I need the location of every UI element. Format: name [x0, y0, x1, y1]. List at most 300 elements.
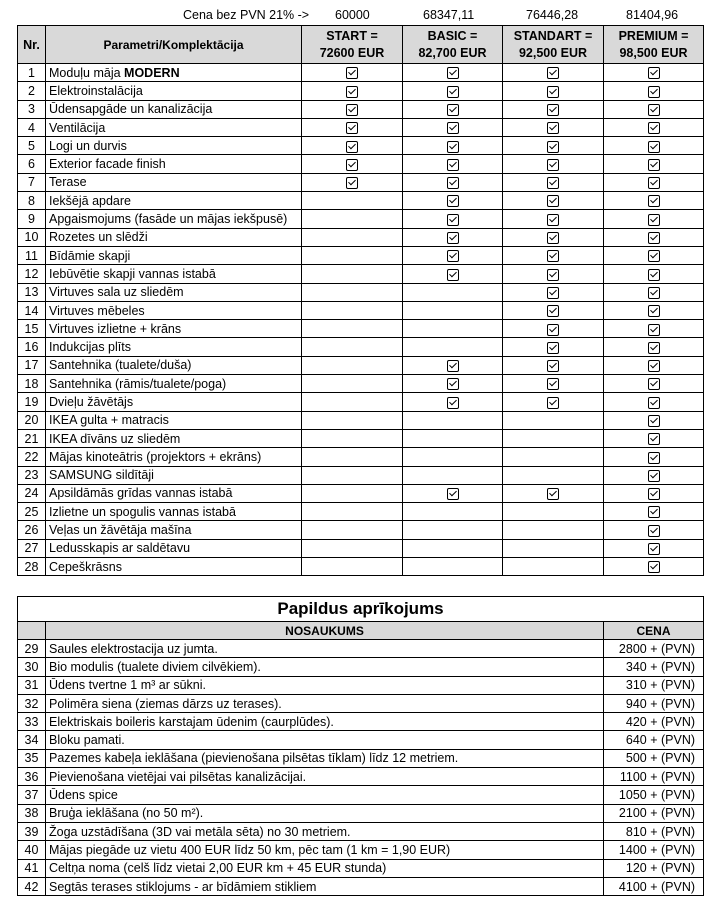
checkbox-checked-icon	[648, 470, 660, 482]
parameter-name: Apsildāmās grīdas vannas istabā	[46, 484, 302, 502]
checkbox-checked-icon	[648, 488, 660, 500]
check-cell-premium	[604, 393, 704, 411]
check-cell-basic	[403, 411, 503, 429]
parameter-name: Mājas kinoteātris (projektors + ekrāns)	[46, 448, 302, 466]
config-row	[18, 283, 704, 301]
addon-row	[18, 841, 704, 859]
config-row	[18, 539, 704, 557]
addon-price: 420 + (PVN)	[604, 713, 704, 731]
check-cell-premium	[604, 155, 704, 173]
addon-name: Bio modulis (tualete diviem cilvēkiem).	[46, 658, 604, 676]
addon-row	[18, 877, 704, 895]
addon-row	[18, 713, 704, 731]
addon-header-price: CENA	[604, 622, 704, 640]
parameter-name: Logi un durvis	[46, 137, 302, 155]
parameter-name: Cepeškrāsns	[46, 558, 302, 576]
header-nr: Nr.	[18, 26, 46, 64]
check-cell-start	[302, 448, 403, 466]
config-row	[18, 137, 704, 155]
check-cell-premium	[604, 64, 704, 82]
parameter-name: Ledusskapis ar saldētavu	[46, 539, 302, 557]
check-cell-basic	[403, 155, 503, 173]
row-number: 37	[18, 786, 46, 804]
config-row	[18, 173, 704, 191]
checkbox-checked-icon	[648, 250, 660, 262]
checkbox-checked-icon	[648, 177, 660, 189]
config-row	[18, 375, 704, 393]
check-cell-basic	[403, 466, 503, 484]
row-number: 32	[18, 694, 46, 712]
check-cell-premium	[604, 320, 704, 338]
parameter-name: Santehnika (rāmis/tualete/poga)	[46, 375, 302, 393]
row-number: 11	[18, 246, 46, 264]
check-cell-basic	[403, 265, 503, 283]
check-cell-standart	[503, 484, 604, 502]
check-cell-standart	[503, 393, 604, 411]
addon-price: 1100 + (PVN)	[604, 768, 704, 786]
config-row	[18, 448, 704, 466]
checkbox-checked-icon	[547, 104, 559, 116]
checkbox-checked-icon	[648, 525, 660, 537]
row-number: 7	[18, 173, 46, 191]
check-cell-start	[302, 521, 403, 539]
check-cell-premium	[604, 100, 704, 118]
checkbox-checked-icon	[648, 397, 660, 409]
parameter-name: Iekšējā apdare	[46, 192, 302, 210]
check-cell-standart	[503, 155, 604, 173]
row-number: 9	[18, 210, 46, 228]
header-tier-start: START = 72600 EUR	[302, 26, 403, 64]
checkbox-checked-icon	[346, 159, 358, 171]
checkbox-checked-icon	[346, 104, 358, 116]
check-cell-premium	[604, 411, 704, 429]
checkbox-checked-icon	[547, 122, 559, 134]
check-cell-start	[302, 192, 403, 210]
addon-row	[18, 859, 704, 877]
parameter-name: IKEA gulta + matracis	[46, 411, 302, 429]
check-cell-standart	[503, 137, 604, 155]
parameter-name: Veļas un žāvētāja mašīna	[46, 521, 302, 539]
checkbox-checked-icon	[648, 305, 660, 317]
addon-header-name: NOSAUKUMS	[46, 622, 604, 640]
checkbox-checked-icon	[346, 141, 358, 153]
addon-header-nr	[18, 622, 46, 640]
config-row	[18, 429, 704, 447]
addon-name: Polimēra siena (ziemas dārzs uz terases).	[46, 694, 604, 712]
addon-name: Ūdens tvertne 1 m³ ar sūkni.	[46, 676, 604, 694]
checkbox-checked-icon	[648, 561, 660, 573]
row-number: 10	[18, 228, 46, 246]
row-number: 16	[18, 338, 46, 356]
checkbox-checked-icon	[648, 360, 660, 372]
check-cell-basic	[403, 118, 503, 136]
check-cell-start	[302, 429, 403, 447]
parameter-name: Indukcijas plīts	[46, 338, 302, 356]
checkbox-checked-icon	[648, 104, 660, 116]
checkbox-checked-icon	[648, 415, 660, 427]
config-row	[18, 64, 704, 82]
checkbox-checked-icon	[547, 360, 559, 372]
checkbox-checked-icon	[648, 141, 660, 153]
parameter-name: Ventilācija	[46, 118, 302, 136]
row-number: 41	[18, 859, 46, 877]
check-cell-standart	[503, 118, 604, 136]
row-number: 3	[18, 100, 46, 118]
check-cell-premium	[604, 558, 704, 576]
check-cell-premium	[604, 246, 704, 264]
config-row	[18, 118, 704, 136]
checkbox-checked-icon	[447, 177, 459, 189]
config-row	[18, 155, 704, 173]
check-cell-basic	[403, 503, 503, 521]
row-number: 14	[18, 301, 46, 319]
addon-price: 310 + (PVN)	[604, 676, 704, 694]
addon-table	[17, 596, 704, 896]
check-cell-start	[302, 137, 403, 155]
row-number: 4	[18, 118, 46, 136]
check-cell-standart	[503, 338, 604, 356]
check-cell-basic	[403, 429, 503, 447]
checkbox-checked-icon	[648, 86, 660, 98]
checkbox-checked-icon	[447, 488, 459, 500]
checkbox-checked-icon	[547, 287, 559, 299]
addon-name: Mājas piegāde uz vietu 400 EUR līdz 50 km, pēc tam (1 km = 1,90 EUR)	[46, 841, 604, 859]
checkbox-checked-icon	[447, 397, 459, 409]
row-number: 2	[18, 82, 46, 100]
addon-price: 340 + (PVN)	[604, 658, 704, 676]
row-number: 1	[18, 64, 46, 82]
row-number: 40	[18, 841, 46, 859]
checkbox-checked-icon	[547, 269, 559, 281]
check-cell-standart	[503, 228, 604, 246]
row-number: 28	[18, 558, 46, 576]
check-cell-start	[302, 173, 403, 191]
row-number: 26	[18, 521, 46, 539]
check-cell-basic	[403, 64, 503, 82]
check-cell-premium	[604, 82, 704, 100]
checkbox-checked-icon	[547, 177, 559, 189]
checkbox-checked-icon	[648, 433, 660, 445]
check-cell-standart	[503, 375, 604, 393]
checkbox-checked-icon	[648, 452, 660, 464]
checkbox-checked-icon	[648, 232, 660, 244]
checkbox-checked-icon	[547, 214, 559, 226]
addon-row	[18, 640, 704, 658]
addon-name: Elektriskais boileris karstajam ūdenim (caurplūdes).	[46, 713, 604, 731]
row-number: 19	[18, 393, 46, 411]
config-row	[18, 320, 704, 338]
row-number: 5	[18, 137, 46, 155]
parameter-name: Dvieļu žāvētājs	[46, 393, 302, 411]
addon-price: 2800 + (PVN)	[604, 640, 704, 658]
checkbox-checked-icon	[648, 378, 660, 390]
checkbox-checked-icon	[648, 122, 660, 134]
check-cell-premium	[604, 265, 704, 283]
check-cell-standart	[503, 448, 604, 466]
checkbox-checked-icon	[447, 159, 459, 171]
check-cell-standart	[503, 192, 604, 210]
parameter-name: Ūdensapgāde un kanalizācija	[46, 100, 302, 118]
checkbox-checked-icon	[447, 67, 459, 79]
check-cell-premium	[604, 484, 704, 502]
check-cell-start	[302, 301, 403, 319]
checkbox-checked-icon	[547, 159, 559, 171]
check-cell-premium	[604, 539, 704, 557]
check-cell-standart	[503, 521, 604, 539]
check-cell-standart	[503, 265, 604, 283]
check-cell-standart	[503, 210, 604, 228]
checkbox-checked-icon	[547, 488, 559, 500]
check-cell-start	[302, 100, 403, 118]
parameter-name: Izlietne un spogulis vannas istabā	[46, 503, 302, 521]
check-cell-start	[302, 393, 403, 411]
checkbox-checked-icon	[547, 195, 559, 207]
price-premium: 81404,96	[626, 8, 679, 22]
check-cell-standart	[503, 320, 604, 338]
config-row	[18, 466, 704, 484]
parameter-name: Exterior facade finish	[46, 155, 302, 173]
check-cell-basic	[403, 228, 503, 246]
check-cell-start	[302, 539, 403, 557]
check-cell-premium	[604, 210, 704, 228]
addon-name: Ūdens spice	[46, 786, 604, 804]
config-row	[18, 100, 704, 118]
parameter-name: Virtuves sala uz sliedēm	[46, 283, 302, 301]
addon-name: Pievienošana vietējai vai pilsētas kanalizācijai.	[46, 768, 604, 786]
checkbox-checked-icon	[648, 195, 660, 207]
price-standart: 76446,28	[526, 8, 579, 22]
config-row	[18, 210, 704, 228]
addon-price: 2100 + (PVN)	[604, 804, 704, 822]
check-cell-premium	[604, 283, 704, 301]
check-cell-start	[302, 558, 403, 576]
check-cell-standart	[503, 558, 604, 576]
addon-row	[18, 731, 704, 749]
check-cell-standart	[503, 429, 604, 447]
checkbox-checked-icon	[346, 86, 358, 98]
checkbox-checked-icon	[648, 324, 660, 336]
addon-name: Pazemes kabeļa ieklāšana (pievienošana pilsētas tīklam) līdz 12 metriem.	[46, 749, 604, 767]
addon-name: Bruģa ieklāšana (no 50 m²).	[46, 804, 604, 822]
config-row	[18, 228, 704, 246]
parameter-name: Virtuves izlietne + krāns	[46, 320, 302, 338]
price-row	[17, 6, 703, 24]
check-cell-standart	[503, 466, 604, 484]
check-cell-premium	[604, 192, 704, 210]
row-number: 39	[18, 822, 46, 840]
check-cell-basic	[403, 356, 503, 374]
checkbox-checked-icon	[547, 397, 559, 409]
addon-price: 640 + (PVN)	[604, 731, 704, 749]
checkbox-checked-icon	[648, 506, 660, 518]
checkbox-checked-icon	[447, 214, 459, 226]
addon-price: 1050 + (PVN)	[604, 786, 704, 804]
check-cell-basic	[403, 173, 503, 191]
checkbox-checked-icon	[648, 214, 660, 226]
config-row	[18, 393, 704, 411]
check-cell-start	[302, 338, 403, 356]
checkbox-checked-icon	[346, 122, 358, 134]
check-cell-start	[302, 82, 403, 100]
check-cell-basic	[403, 283, 503, 301]
checkbox-checked-icon	[547, 232, 559, 244]
row-number: 36	[18, 768, 46, 786]
parameter-name: Rozetes un slēdži	[46, 228, 302, 246]
row-number: 33	[18, 713, 46, 731]
checkbox-checked-icon	[447, 86, 459, 98]
row-number: 22	[18, 448, 46, 466]
parameter-name: Elektroinstalācija	[46, 82, 302, 100]
header-parameters: Parametri/Komplektācija	[46, 26, 302, 64]
price-row-label: Cena bez PVN 21% ->	[183, 8, 310, 22]
checkbox-checked-icon	[547, 141, 559, 153]
row-number: 23	[18, 466, 46, 484]
checkbox-checked-icon	[447, 122, 459, 134]
check-cell-start	[302, 356, 403, 374]
check-cell-basic	[403, 338, 503, 356]
header-tier-basic: BASIC = 82,700 EUR	[403, 26, 503, 64]
parameter-name: Iebūvētie skapji vannas istabā	[46, 265, 302, 283]
check-cell-premium	[604, 228, 704, 246]
checkbox-checked-icon	[447, 104, 459, 116]
config-row	[18, 503, 704, 521]
check-cell-basic	[403, 137, 503, 155]
row-number: 21	[18, 429, 46, 447]
check-cell-basic	[403, 375, 503, 393]
check-cell-start	[302, 118, 403, 136]
row-number: 24	[18, 484, 46, 502]
checkbox-checked-icon	[547, 86, 559, 98]
checkbox-checked-icon	[346, 177, 358, 189]
addon-row	[18, 786, 704, 804]
checkbox-checked-icon	[648, 287, 660, 299]
config-row	[18, 484, 704, 502]
parameter-name: Virtuves mēbeles	[46, 301, 302, 319]
checkbox-checked-icon	[346, 67, 358, 79]
check-cell-start	[302, 320, 403, 338]
check-cell-basic	[403, 539, 503, 557]
check-cell-premium	[604, 301, 704, 319]
checkbox-checked-icon	[447, 141, 459, 153]
check-cell-basic	[403, 82, 503, 100]
addon-row	[18, 694, 704, 712]
addon-name: Segtās terases stiklojums - ar bīdāmiem stikliem	[46, 877, 604, 895]
check-cell-standart	[503, 411, 604, 429]
check-cell-standart	[503, 283, 604, 301]
check-cell-basic	[403, 320, 503, 338]
check-cell-standart	[503, 356, 604, 374]
check-cell-premium	[604, 448, 704, 466]
check-cell-start	[302, 64, 403, 82]
check-cell-basic	[403, 246, 503, 264]
checkbox-checked-icon	[447, 250, 459, 262]
checkbox-checked-icon	[648, 543, 660, 555]
check-cell-start	[302, 283, 403, 301]
parameter-name: Moduļu māja MODERN	[46, 64, 302, 82]
check-cell-premium	[604, 173, 704, 191]
row-number: 42	[18, 877, 46, 895]
check-cell-start	[302, 411, 403, 429]
addon-price: 4100 + (PVN)	[604, 877, 704, 895]
addon-row	[18, 658, 704, 676]
addon-row	[18, 822, 704, 840]
check-cell-basic	[403, 484, 503, 502]
check-cell-start	[302, 503, 403, 521]
addon-title: Papildus aprīkojums	[18, 597, 704, 622]
config-row	[18, 192, 704, 210]
check-cell-start	[302, 484, 403, 502]
parameter-name: SAMSUNG sildītāji	[46, 466, 302, 484]
check-cell-premium	[604, 503, 704, 521]
row-number: 20	[18, 411, 46, 429]
addon-name: Celtņa noma (celš līdz vietai 2,00 EUR km + 45 EUR stunda)	[46, 859, 604, 877]
row-number: 17	[18, 356, 46, 374]
checkbox-checked-icon	[547, 250, 559, 262]
checkbox-checked-icon	[648, 342, 660, 354]
addon-row	[18, 768, 704, 786]
check-cell-standart	[503, 539, 604, 557]
parameter-name: IKEA dīvāns uz sliedēm	[46, 429, 302, 447]
row-number: 30	[18, 658, 46, 676]
config-header-row	[18, 26, 704, 64]
checkbox-checked-icon	[547, 342, 559, 354]
addon-price: 1400 + (PVN)	[604, 841, 704, 859]
checkbox-checked-icon	[648, 269, 660, 281]
addon-price: 120 + (PVN)	[604, 859, 704, 877]
addon-name: Bloku pamati.	[46, 731, 604, 749]
addon-name: Žoga uzstādīšana (3D vai metāla sēta) no 30 metriem.	[46, 822, 604, 840]
check-cell-start	[302, 155, 403, 173]
config-row	[18, 301, 704, 319]
row-number: 15	[18, 320, 46, 338]
row-number: 25	[18, 503, 46, 521]
row-number: 29	[18, 640, 46, 658]
row-number: 35	[18, 749, 46, 767]
check-cell-basic	[403, 100, 503, 118]
check-cell-basic	[403, 558, 503, 576]
checkbox-checked-icon	[547, 324, 559, 336]
check-cell-standart	[503, 82, 604, 100]
checkbox-checked-icon	[547, 67, 559, 79]
header-tier-standart: STANDART = 92,500 EUR	[503, 26, 604, 64]
configuration-table	[17, 25, 704, 576]
config-row	[18, 82, 704, 100]
check-cell-basic	[403, 393, 503, 411]
checkbox-checked-icon	[447, 269, 459, 281]
check-cell-start	[302, 210, 403, 228]
checkbox-checked-icon	[447, 360, 459, 372]
config-row	[18, 338, 704, 356]
check-cell-basic	[403, 448, 503, 466]
check-cell-basic	[403, 210, 503, 228]
check-cell-basic	[403, 521, 503, 539]
parameter-name: Santehnika (tualete/duša)	[46, 356, 302, 374]
row-number: 31	[18, 676, 46, 694]
check-cell-standart	[503, 64, 604, 82]
addon-name: Saules elektrostacija uz jumta.	[46, 640, 604, 658]
row-number: 18	[18, 375, 46, 393]
check-cell-standart	[503, 173, 604, 191]
row-number: 6	[18, 155, 46, 173]
check-cell-premium	[604, 521, 704, 539]
addon-row	[18, 749, 704, 767]
checkbox-checked-icon	[648, 159, 660, 171]
addon-header-row	[18, 622, 704, 640]
check-cell-start	[302, 228, 403, 246]
check-cell-premium	[604, 466, 704, 484]
check-cell-standart	[503, 503, 604, 521]
parameter-name: Apgaismojums (fasāde un mājas iekšpusē)	[46, 210, 302, 228]
